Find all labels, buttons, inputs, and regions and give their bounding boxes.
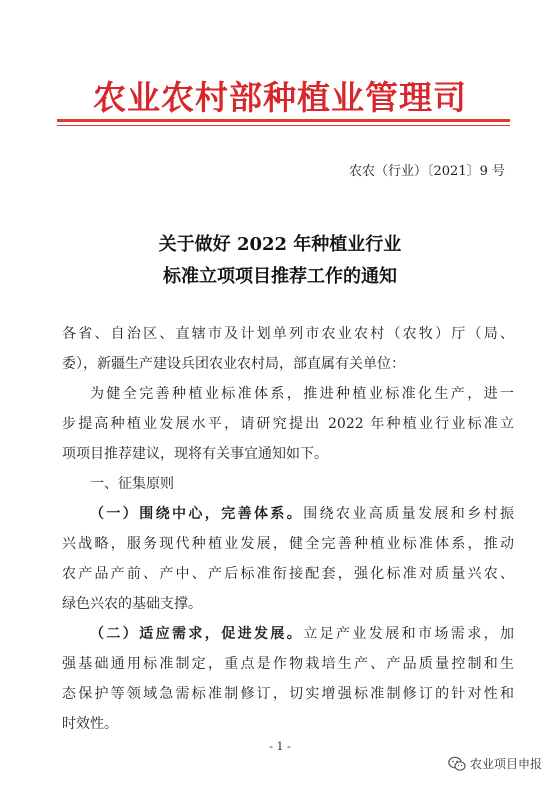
addressee-line: 委），新疆生产建设兵团农业农村局，部直属有关单位： — [62, 356, 405, 372]
item1-text: 围绕农业高质量发展和乡村振 — [303, 506, 515, 522]
intro-line: 为健全完善种植业标准体系，推进种植业标准化生产，进一 — [90, 386, 514, 402]
red-divider-thin — [57, 125, 510, 126]
red-divider-thick — [57, 119, 510, 122]
item1-lead: （一）围绕中心，完善体系。 — [90, 506, 304, 522]
item2-line: 态保护等领域急需标准制修订，切实增强标准制修订的针对性和 — [62, 686, 514, 702]
source-watermark — [448, 755, 542, 772]
watermark-label: 农业项目申报 — [469, 757, 542, 771]
item2-line: 时效性。 — [62, 716, 118, 732]
item2-line: 强基础通用标准制定，重点是作物栽培生产、产品质量控制和生 — [62, 656, 514, 672]
item2-lead: （二）适应需求，促进发展。 — [90, 626, 304, 642]
item2-first-line — [62, 619, 514, 649]
addressee-line: 各省、自治区、直辖市及计划单列市农业农村（农牧）厅（局、 — [62, 326, 514, 342]
item1-line: 绿色兴农的基础支撑。 — [62, 596, 202, 612]
document-number: 农农（行业）〔2021〕9 号 — [349, 164, 505, 179]
item1-first-line — [62, 499, 514, 529]
wechat-icon — [448, 756, 466, 772]
page-number: - 1 - — [269, 740, 291, 753]
item1-line: 兴战略，服务现代种植业发展，健全完善种植业标准体系，推动 — [62, 536, 514, 552]
item1-line: 农产品产前、产中、产后标准衔接配套，强化标准对质量兴农、 — [62, 566, 514, 582]
document-title-line1: 关于做好 2022 年种植业行业 — [158, 234, 402, 255]
document-title-line2: 标准立项项目推荐工作的通知 — [163, 266, 397, 287]
item2-text: 立足产业发展和市场需求，加 — [303, 626, 515, 642]
section-heading: 一、征集原则 — [90, 476, 174, 492]
agency-header: 农业农村部种植业管理司 — [93, 78, 467, 117]
intro-line: 项项目推荐建议，现将有关事宜通知如下。 — [62, 446, 328, 462]
document-body — [62, 319, 514, 739]
intro-line: 步提高种植业发展水平，请研究提出 2022 年种植业行业标准立 — [62, 416, 514, 432]
